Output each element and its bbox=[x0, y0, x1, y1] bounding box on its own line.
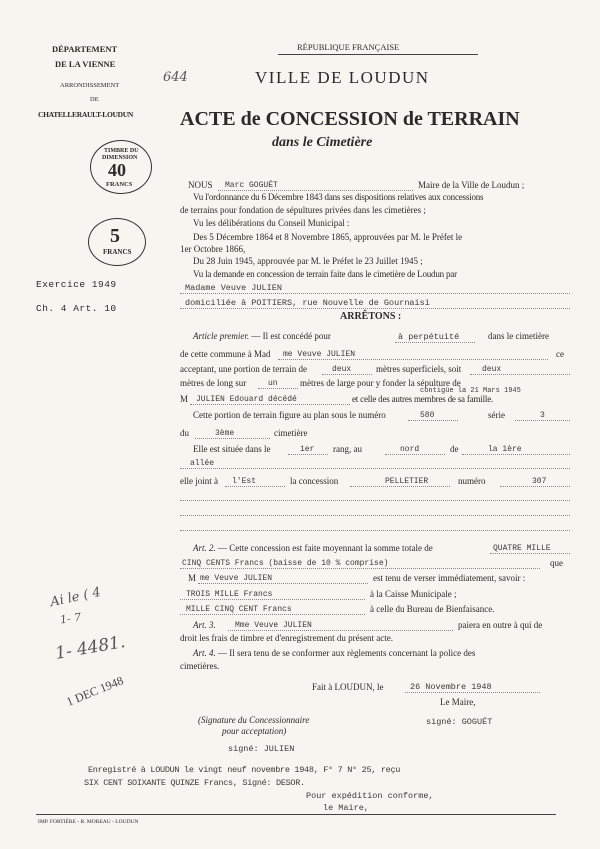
rang-val: 1er bbox=[300, 445, 315, 454]
art4-text-a: — Il sera tenu de se conformer aux règlements concernant la police des bbox=[218, 648, 476, 658]
le-maire-label: Le Maire, bbox=[440, 697, 476, 707]
art2-s2: MILLE CINQ CENT Francs bbox=[186, 605, 292, 614]
signe-maire: signé: GOGUÉT bbox=[426, 717, 493, 727]
art4-label: Art. 4. bbox=[193, 648, 216, 658]
margin-note-2: 1- 7 bbox=[59, 610, 83, 627]
allee-line2 bbox=[180, 468, 570, 469]
art1-defunt: JULIEN Edouard décédé bbox=[196, 395, 297, 404]
art3-nom-line bbox=[228, 630, 453, 631]
art1-text-a: — Il est concédé pour bbox=[251, 331, 331, 341]
demandeur-line bbox=[180, 293, 570, 294]
allee-val: la 1ère bbox=[488, 445, 522, 454]
que-label: que bbox=[550, 558, 563, 568]
considerant-2: de terrains pour fondation de sépultures privées dans les cimetières ; bbox=[180, 205, 426, 215]
art1-text-i: et celle des autres membres de sa famille. bbox=[352, 394, 494, 404]
considerant-1: Vu l'ordonnance du 6 Décembre 1843 dans ses dispositions relatives aux concessions bbox=[193, 192, 484, 202]
cote-val: nord bbox=[400, 445, 420, 454]
blank-line-1 bbox=[180, 500, 570, 501]
art1-line1 bbox=[193, 331, 331, 341]
chatellerault-label: CHATELLERAULT-LOUDUN bbox=[38, 110, 133, 119]
arretons-heading: ARRÊTONS : bbox=[340, 311, 402, 322]
considerant-5: 1er Octobre 1866, bbox=[180, 244, 246, 254]
art2-text-a: — Cette concession est faite moyennant la somme totale de bbox=[218, 543, 433, 553]
vienne-label: DE LA VIENNE bbox=[55, 59, 116, 69]
art1-defunt-line bbox=[190, 404, 350, 405]
art1-correction: contigüe la 21 Mars 1945 bbox=[420, 387, 521, 395]
domicile-line bbox=[180, 308, 570, 309]
concession-label: la concession bbox=[290, 476, 339, 486]
stamp2-unit: FRANCS bbox=[103, 248, 132, 256]
du-label: du bbox=[180, 428, 189, 438]
art2-label: Art. 2. bbox=[193, 543, 216, 553]
enreg-line-1: Enregistré à LOUDUN le vingt neuf novembre 1948, F° 7 N° 25, reçu bbox=[88, 765, 401, 775]
margin-date-stamp: 1 DEC 1948 bbox=[64, 673, 126, 709]
serie-line bbox=[515, 420, 570, 421]
art1-duree-line bbox=[395, 342, 475, 343]
nous-value: Marc GOGUÉT bbox=[225, 181, 278, 190]
art2-line1 bbox=[193, 543, 433, 553]
cimetiere-subtitle: dans le Cimetière bbox=[272, 135, 373, 150]
margin-number: 1- 4481. bbox=[53, 632, 127, 664]
plan-num: 580 bbox=[420, 411, 435, 420]
art1-text-b: dans le cimetière bbox=[488, 331, 549, 341]
joint-line bbox=[225, 486, 285, 487]
art1-nom: me Veuve JULIEN bbox=[283, 350, 356, 359]
republique-rule bbox=[278, 54, 478, 55]
art1-text-h: M bbox=[180, 394, 189, 404]
art4-text-b: cimetières. bbox=[180, 661, 220, 671]
art1-text-c: de cette commune à Mad bbox=[180, 349, 271, 359]
art2-s1b: à la Caisse Municipale ; bbox=[370, 589, 457, 599]
numero-label: numéro bbox=[458, 476, 486, 486]
concession-line bbox=[350, 486, 450, 487]
considerant-6: Du 28 Juin 1945, approuvée par M. le Préfet le 23 Juillet 1945 ; bbox=[193, 256, 423, 266]
art1-text-g: mètres de large pour y fonder la sépulture de bbox=[300, 378, 461, 388]
plan-num-line bbox=[408, 420, 458, 421]
republique-label: RÉPUBLIQUE FRANÇAISE bbox=[297, 42, 400, 52]
numero-line bbox=[500, 486, 570, 487]
art2-s1: TROIS MILLE Francs bbox=[186, 590, 273, 599]
art2-somme2-line bbox=[180, 568, 540, 569]
art2-somme2: CINQ CENTS Francs (baisse de 10 % comprise) bbox=[182, 559, 389, 568]
hand-number: 644 bbox=[163, 70, 188, 85]
considerant-3: Vu les délibérations du Conseil Municipal : bbox=[193, 218, 350, 228]
art1-large: un bbox=[268, 379, 278, 388]
art1-text-e: mètres superficiels, soit bbox=[376, 364, 462, 374]
sig-concess-1: (Signature du Concessionnaire bbox=[198, 715, 310, 725]
art1-plan: Cette portion de terrain figure au plan sous le numéro bbox=[193, 410, 386, 420]
art2-s1-line bbox=[180, 599, 365, 600]
allee-line bbox=[462, 454, 570, 455]
rang-label: rang, au bbox=[333, 444, 362, 454]
serie-label: série bbox=[488, 410, 505, 420]
timbre-label2: DIMENSION bbox=[102, 155, 138, 161]
timbre-value: 40 bbox=[108, 160, 126, 180]
sig-concess-2: pour acceptation) bbox=[222, 726, 287, 736]
signe-julien: signé: JULIEN bbox=[228, 744, 295, 754]
art2-somme1: QUATRE MILLE bbox=[493, 544, 551, 553]
art1-long: deux bbox=[482, 365, 502, 374]
art1-text-d: acceptant, une portion de terrain de bbox=[180, 364, 307, 374]
ville-title: VILLE DE LOUDUN bbox=[255, 68, 430, 87]
footer-rule bbox=[36, 814, 556, 815]
nous-line bbox=[218, 190, 413, 191]
joint-val: l'Est bbox=[232, 477, 257, 486]
margin-note-1: Ai le ( 4 bbox=[48, 584, 103, 611]
de-label: DE bbox=[90, 96, 99, 103]
art2-nom-line bbox=[198, 583, 368, 584]
fait-label: Fait à LOUDUN, le bbox=[312, 682, 384, 692]
considerant-4: Des 5 Décembre 1864 et 8 Novembre 1865, approuvées par M. le Préfet le bbox=[193, 232, 463, 242]
numero-val: 307 bbox=[532, 477, 547, 486]
art4-line1 bbox=[193, 648, 475, 658]
art3-label: Art. 3. bbox=[193, 620, 216, 630]
art1-ce: ce bbox=[556, 349, 564, 359]
du-line bbox=[195, 438, 270, 439]
stamp2-value: 5 bbox=[110, 225, 120, 247]
allee-val2: allée bbox=[190, 459, 215, 468]
situee-label: Elle est située dans le bbox=[193, 444, 271, 454]
considerant-7: Vu la demande en concession de terrain faite dans le cimetière de Loudun par bbox=[193, 269, 457, 279]
cote-line bbox=[385, 454, 445, 455]
art1-nom-line bbox=[278, 359, 548, 360]
chapitre-label: Ch. 4 Art. 10 bbox=[36, 303, 117, 314]
printer-label: IMP. FORTIÈRE - R. MOREAU - LOUDUN bbox=[38, 819, 139, 825]
arrondissement-label: ARRONDISSEMENT bbox=[60, 82, 120, 89]
acte-title: ACTE de CONCESSION de TERRAIN bbox=[180, 108, 520, 130]
rang-line bbox=[288, 454, 328, 455]
domicile-value: domiciliée à POITIERS, rue Nouvelle de Gournaisi bbox=[185, 298, 430, 308]
art1-surface-line bbox=[322, 374, 372, 375]
art2-s2-line bbox=[180, 614, 365, 615]
art3-text-a: paiera en outre à qui de bbox=[458, 620, 543, 630]
art1-text-f: mètres de long sur bbox=[180, 378, 247, 388]
art2-nom: me Veuve JULIEN bbox=[200, 574, 273, 583]
art2-text-b: M bbox=[188, 573, 197, 583]
art1-long-line bbox=[470, 374, 570, 375]
de-label-2: de bbox=[450, 444, 459, 454]
enreg-line-3: Pour expédition conforme, bbox=[306, 791, 434, 801]
enreg-line-4: le Maire, bbox=[323, 803, 369, 813]
fait-date: 26 Novembre 1948 bbox=[410, 682, 492, 692]
concession-val: PELLETIER bbox=[385, 477, 429, 486]
blank-line-3 bbox=[180, 530, 570, 531]
art3-text-b: droit les frais de timbre et d'enregistrement du présent acte. bbox=[180, 633, 394, 643]
art3-nom: Mme Veuve JULIEN bbox=[235, 621, 312, 630]
nous-label: NOUS bbox=[188, 180, 213, 190]
serie-val: 3 bbox=[540, 411, 545, 420]
du-val: 3ème bbox=[215, 429, 235, 438]
fait-date-line bbox=[405, 692, 540, 693]
art2-s2b: à celle du Bureau de Bienfaisance. bbox=[370, 604, 495, 614]
enreg-line-2: SIX CENT SOIXANTE QUINZE Francs, Signé: DESOR. bbox=[84, 778, 305, 788]
blank-line-2 bbox=[180, 515, 570, 516]
maire-text: Maire de la Ville de Loudun ; bbox=[418, 180, 525, 190]
cimetiere-label: cimetière bbox=[274, 428, 308, 438]
art1-surface: deux bbox=[332, 365, 352, 374]
art2-text-c: est tenu de verser immédiatement, savoir : bbox=[373, 573, 526, 583]
demandeur-value: Madame Veuve JULIEN bbox=[185, 283, 282, 293]
art1-label: Article premier. bbox=[193, 331, 250, 341]
timbre-unit: FRANCS bbox=[106, 181, 133, 188]
timbre-label1: TIMBRE DU bbox=[104, 148, 139, 154]
art1-large-line bbox=[258, 388, 298, 389]
departement-label: DÉPARTEMENT bbox=[52, 44, 118, 54]
art1-duree: à perpétuité bbox=[398, 332, 460, 342]
art2-somme1-line bbox=[490, 553, 570, 554]
joint-label: elle joint à bbox=[180, 476, 218, 486]
exercice-label: Exercice 1949 bbox=[36, 279, 117, 290]
